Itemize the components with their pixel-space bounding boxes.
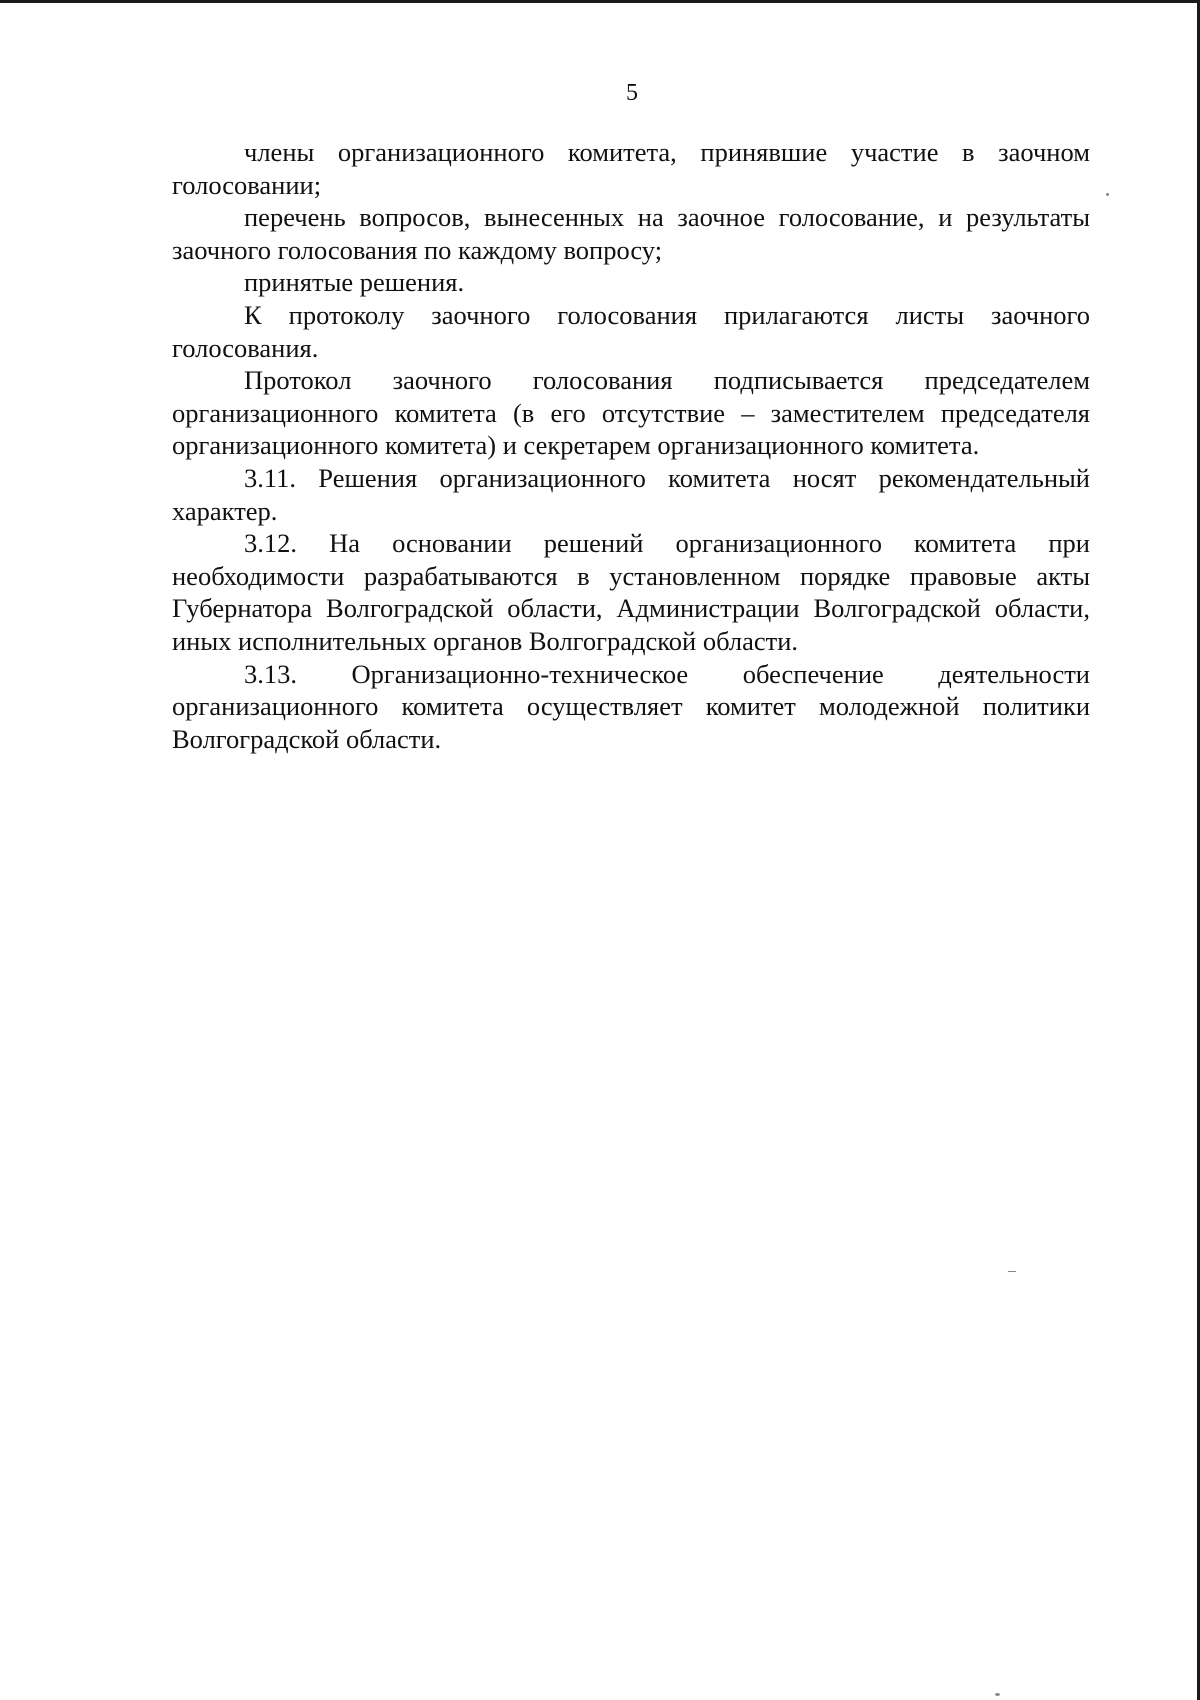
paragraph: 3.12. На основании решений организационного комитета при необходимости разрабатываются в установленном порядке правовые акты Губернатора Волгоградской области, Администрации Волгоградской области, иных исполнительных органов Волгоградской области. bbox=[172, 528, 1090, 656]
paragraph: члены организационного комитета, принявшие участие в заочном голосовании; bbox=[172, 137, 1090, 200]
scan-edge-top bbox=[0, 0, 1200, 3]
paragraph: 3.13. Организационно-техническое обеспечение деятельности организационного комитета осуществляет комитет молодежной политики Волгоградской области. bbox=[172, 658, 1090, 754]
paragraph: 3.11. Решения организационного комитета носят рекомендательный характер. bbox=[172, 462, 1090, 526]
page-number: 5 bbox=[626, 80, 638, 106]
paragraph: перечень вопросов, вынесенных на заочное голосование, и результаты заочного голосования по каждому вопросу; bbox=[172, 202, 1090, 265]
document-body bbox=[172, 136, 1090, 755]
paragraph: Протокол заочного голосования подписывается председателем организационного комитета (в его отсутствие – заместителем председателя организационного комитета) и секретарем организационного комитета. bbox=[172, 365, 1090, 461]
scan-speck bbox=[1008, 1271, 1016, 1272]
scan-speck bbox=[995, 1693, 1000, 1696]
paragraph: принятые решения. bbox=[244, 267, 465, 298]
scan-speck bbox=[1106, 193, 1109, 196]
paragraph: К протоколу заочного голосования прилагаются листы заочного голосования. bbox=[172, 299, 1090, 363]
